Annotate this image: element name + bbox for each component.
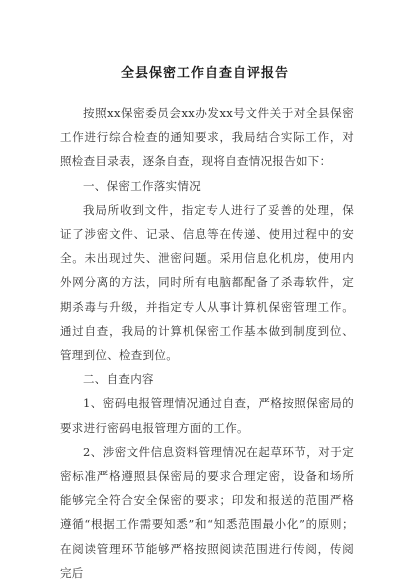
section-heading-1: 一、保密工作落实情况 [83,178,201,193]
document-title: 全县保密工作自查自评报告 [120,66,289,81]
section-2-item-2: 2、涉密文件信息资料管理情况在起草环节，对于定密标准严格遵照县保密局的要求合理定密，设备和场所能够完全符合安全保密的要求；印发和报送的范围严格遵循“根据工作需要知悉”和“知悉范围最小化”的原则；在阅读管理环节能够严格按照阅读范围进行传阅，传阅完后 [60,444,354,580]
intro-paragraph: 按照xx保密委员会xx办发xx号文件关于对全县保密工作进行综合检查的通知要求，我局结合实际工作，对照检查目录表，逐条自查，现将自查情况报告如下： [60,106,354,169]
section-heading-2: 二、自查内容 [83,372,154,387]
document-body [60,101,354,585]
section-1-paragraph: 我局所收到文件，指定专人进行了妥善的处理，保证了涉密文件、记录、信息等在传递、使用过程中的安全。未出现过失、泄密问题。采用信息化机房，使用内外网分离的方法，同时所有电脑都配备了杀毒软件，定期杀毒与升级，并指定专人从事计算机保密管理工作。通过自查，我局的计算机保密工作基本做到制度到位、管理到位、检查到位。 [60,202,354,363]
section-2-item-1: 1、密码电报管理情况通过自查，严格按照保密局的要求进行密码电报管理方面的工作。 [60,396,354,435]
